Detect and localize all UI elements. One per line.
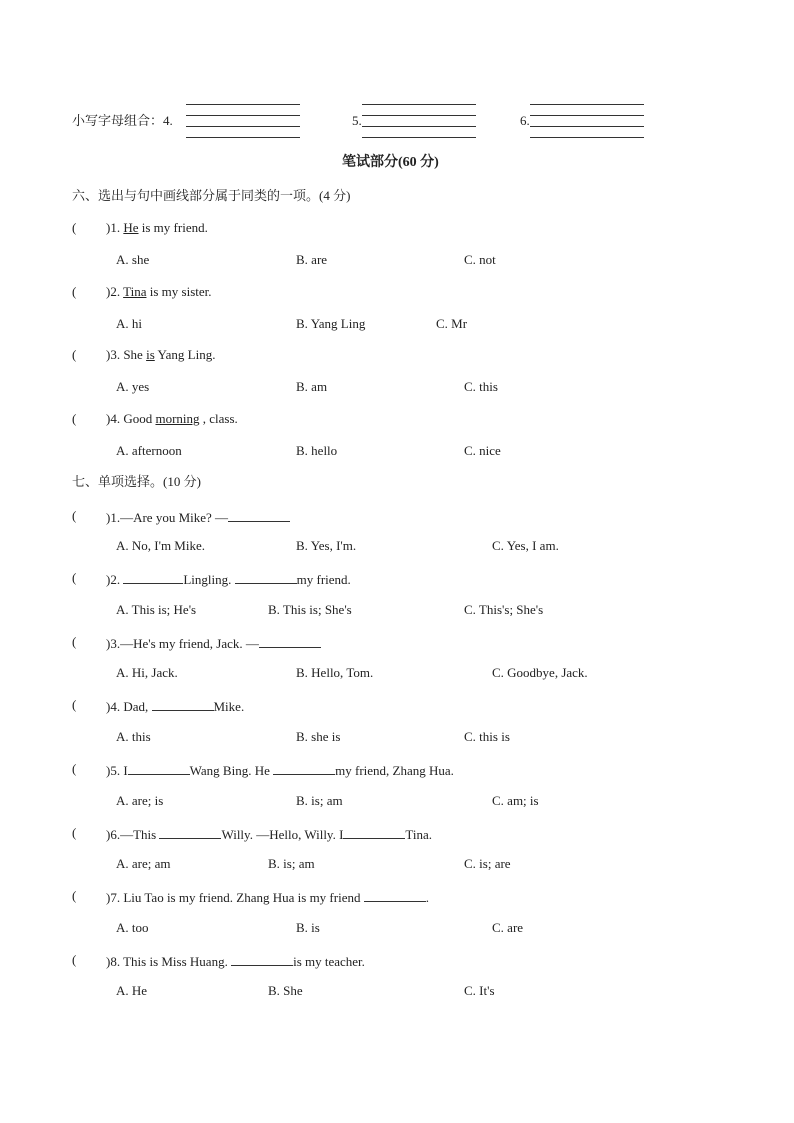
question-text: )6.—This Willy. —Hello, Willy. I Tina. — [106, 827, 433, 842]
answer-paren: ( — [72, 697, 77, 712]
question-text: )3.—He's my friend, Jack. — — [106, 635, 321, 650]
option-a: A. hi — [116, 316, 142, 331]
answer-blank[interactable] — [159, 826, 221, 839]
answer-paren: ( — [72, 952, 77, 967]
option-c: C. nice — [464, 443, 501, 458]
section-6-heading: 六、选出与句中画线部分属于同类的一项。(4 分) — [72, 188, 351, 203]
answer-blank[interactable] — [259, 635, 321, 648]
answer-paren: ( — [72, 508, 77, 523]
option-b: B. she is — [296, 729, 341, 744]
answer-paren: ( — [72, 634, 77, 649]
answer-blank[interactable] — [343, 826, 405, 839]
option-b: B. is; am — [268, 856, 315, 871]
option-c: C. It's — [464, 983, 495, 998]
option-c: C. not — [464, 252, 496, 267]
question-text: )2. Lingling. my friend. — [106, 572, 351, 587]
option-b: B. This is; She's — [268, 602, 352, 617]
question-text: )3. She is Yang Ling. — [106, 347, 216, 362]
option-a: A. are; am — [116, 856, 171, 871]
option-b: B. Yes, I'm. — [296, 538, 357, 553]
answer-blank[interactable] — [235, 571, 297, 584]
option-b: B. is; am — [296, 793, 343, 808]
question-text: )2. Tina is my sister. — [106, 284, 212, 299]
answer-blank[interactable] — [228, 509, 290, 522]
option-a: A. He — [116, 983, 148, 998]
option-b: B. am — [296, 379, 328, 394]
answer-blank[interactable] — [364, 889, 426, 902]
answer-blank[interactable] — [152, 698, 214, 711]
option-a: A. she — [116, 252, 150, 267]
option-a: A. Hi, Jack. — [116, 665, 178, 680]
option-c: C. This's; She's — [464, 602, 544, 617]
option-b: B. hello — [296, 443, 338, 458]
question-text: )1.—Are you Mike? — — [106, 509, 290, 524]
option-a: A. afternoon — [116, 443, 182, 458]
option-a: A. No, I'm Mike. — [116, 538, 206, 553]
underlined-word: Tina — [123, 284, 147, 299]
answer-paren: ( — [72, 284, 77, 299]
option-a: A. are; is — [116, 793, 164, 808]
option-c: C. Mr — [436, 316, 468, 331]
question-text: )4. Dad, Mike. — [106, 699, 245, 714]
option-c: C. are — [492, 920, 524, 935]
answer-paren: ( — [72, 888, 77, 903]
letters-label: 小写字母组合：4. — [72, 113, 173, 128]
option-c: C. is; are — [464, 856, 511, 871]
answer-paren: ( — [72, 220, 77, 235]
option-a: A. too — [116, 920, 149, 935]
question-text: )4. Good morning , class. — [106, 411, 238, 426]
option-a: A. This is; He's — [116, 602, 197, 617]
question-text: )7. Liu Tao is my friend. Zhang Hua is my friend . — [106, 890, 429, 905]
answer-blank[interactable] — [231, 953, 293, 966]
written-part-title: 笔试部分(60 分) — [342, 155, 439, 170]
answer-blank[interactable] — [123, 571, 183, 584]
underlined-word: is — [146, 347, 155, 362]
option-a: A. this — [116, 729, 151, 744]
option-b: B. She — [268, 983, 303, 998]
answer-paren: ( — [72, 347, 77, 362]
letters-num-5: 5. — [352, 113, 362, 128]
option-c: C. am; is — [492, 793, 539, 808]
option-b: B. is — [296, 920, 320, 935]
option-c: C. Yes, I am. — [492, 538, 559, 553]
option-b: B. Hello, Tom. — [296, 665, 374, 680]
section-7-heading: 七、单项选择。(10 分) — [72, 474, 201, 489]
question-text: )8. This is Miss Huang. is my teacher. — [106, 954, 365, 969]
answer-paren: ( — [72, 411, 77, 426]
option-c: C. this — [464, 379, 498, 394]
option-c: C. Goodbye, Jack. — [492, 665, 588, 680]
option-b: B. Yang Ling — [296, 316, 366, 331]
underlined-word: He — [123, 220, 139, 235]
answer-paren: ( — [72, 570, 77, 585]
option-b: B. are — [296, 252, 328, 267]
question-text: )1. He is my friend. — [106, 220, 208, 235]
letters-num-6: 6. — [520, 113, 530, 128]
option-c: C. this is — [464, 729, 510, 744]
underlined-word: morning — [155, 411, 200, 426]
answer-blank[interactable] — [128, 762, 190, 775]
option-a: A. yes — [116, 379, 150, 394]
answer-paren: ( — [72, 761, 77, 776]
question-text: )5. I Wang Bing. He my friend, Zhang Hua. — [106, 763, 454, 778]
answer-paren: ( — [72, 825, 77, 840]
answer-blank[interactable] — [273, 762, 335, 775]
